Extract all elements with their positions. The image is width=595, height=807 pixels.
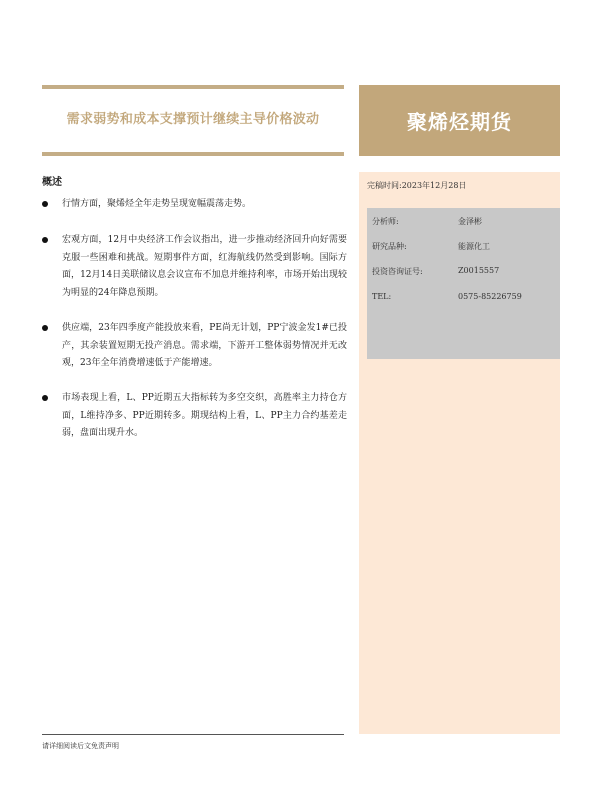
footer-disclaimer: 请详细阅读后文免责声明 [42, 742, 119, 750]
section-title-overview: 概述 [42, 177, 62, 188]
bullet-text: 市场表现上看，L、PP近期五大指标转为多空交织，高胜率主力持仓方面，L维持净多、PP近期转多。期现结构上看，L、PP主力合约基差走弱，盘面出现升水。 [62, 393, 347, 438]
bullet-dot-icon [42, 201, 48, 207]
completion-date: 完稿时间:2023年12月28日 [367, 181, 467, 190]
info-value: 金泽彬 [458, 217, 482, 226]
bullet-dot-icon [42, 325, 48, 331]
info-value: 0575-85226759 [458, 292, 522, 301]
bullet-text: 供应端，23年四季度产能投放来看，PE尚无计划，PP宁波金发1#已投产，其余装置短期无投产消息。需求端，下游开工整体弱势情况并无改观，23年全年消费增速低于产能增速。 [62, 323, 347, 368]
bullet-text: 宏观方面，12月中央经济工作会议指出，进一步推动经济回升向好需要克服一些困难和挑战。短期事件方面，红海航线仍然受到影响。国际方面，12月14日美联储议息会议宣布不加息并维持利率，市场开始出现较为明显的24年降息预期。 [62, 235, 347, 298]
info-label: TEL: [372, 292, 392, 301]
info-label: 研究品种: [372, 242, 407, 251]
report-subtitle: 需求弱势和成本支撑预计继续主导价格波动 [66, 112, 320, 127]
report-title: 聚烯烃期货 [407, 110, 512, 134]
info-row-tel [372, 292, 522, 301]
info-row-analyst [372, 216, 482, 227]
bullet-dot-icon [42, 395, 48, 401]
bullet-dot-icon [42, 237, 48, 243]
bullet-text: 行情方面，聚烯烃全年走势呈现宽幅震荡走势。 [62, 199, 252, 209]
info-label: 投资咨询证号: [372, 267, 423, 276]
header-bottom-rule [42, 152, 344, 156]
info-row-license [372, 266, 500, 277]
info-value: Z0015557 [458, 266, 500, 275]
analyst-info-box [367, 208, 560, 359]
report-title-block [359, 85, 560, 156]
header-top-rule [42, 85, 344, 89]
info-label: 分析师: [372, 217, 399, 226]
footer-rule [42, 734, 344, 735]
info-value: 能源化工 [458, 242, 490, 251]
info-row-research-variety [372, 241, 490, 252]
